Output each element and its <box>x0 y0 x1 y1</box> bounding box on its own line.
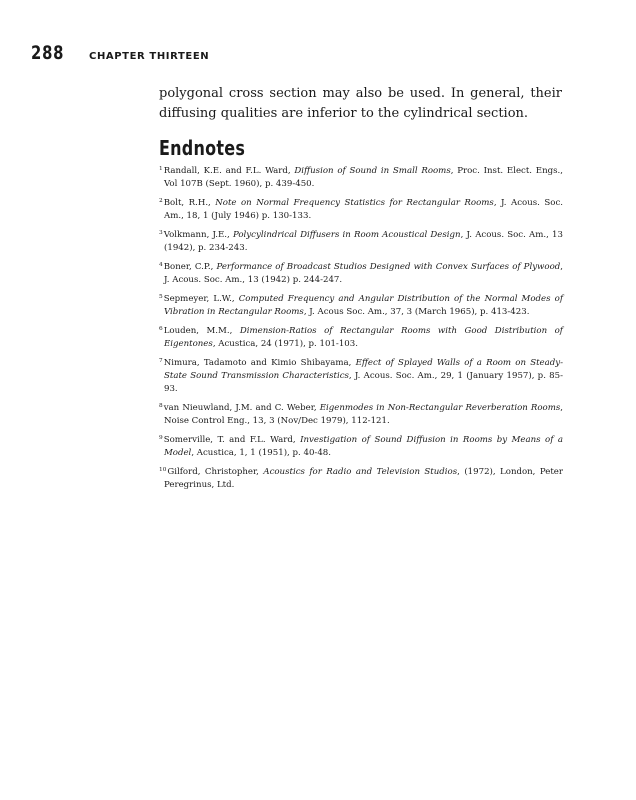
endnote-source: , J. Acous. Soc. Am., 29, 1 (January 1957), p. 85-93. <box>164 371 563 395</box>
running-head <box>31 42 209 64</box>
endnote-authors: van Nieuwland, J.M. and C. Weber, <box>163 403 320 414</box>
endnote-authors: Gilford, Christopher, <box>167 467 264 478</box>
endnote-title: Dimension-Ratios of Rectangular Rooms with Good Distribution of Eigentones <box>164 326 563 350</box>
endnote-authors: Somerville, T. and F.L. Ward, <box>163 435 301 446</box>
endnote-number: 2 <box>159 198 163 204</box>
endnote-number: 8 <box>159 403 163 410</box>
endnote <box>159 197 563 223</box>
endnote-title: Diffusion of Sound in Small Rooms <box>294 166 451 176</box>
endnote-title: Eigenmodes in Non-Rectangular Reverberation Rooms <box>319 403 561 414</box>
endnote-source: , (1972), London, Peter Peregrinus, Ltd. <box>164 467 563 491</box>
endnote <box>159 402 563 428</box>
endnote-number: 6 <box>159 326 163 332</box>
endnote-source: , Noise Control Eng., 13, 3 (Nov/Dec 1979), 112-121. <box>164 403 564 427</box>
endnote-authors: Bolt, R.H., <box>163 198 216 208</box>
endnote-title: Computed Frequency and Angular Distribution of the Normal Modes of Vibration in Rectangular Rooms <box>164 294 563 318</box>
endnote-number: 5 <box>159 294 163 300</box>
endnote-number: 4 <box>159 262 163 268</box>
endnote <box>159 229 563 255</box>
endnote <box>159 357 563 397</box>
endnote-source: , Acustica, 1, 1 (1951), p. 40-48. <box>191 448 331 459</box>
body-paragraph: polygonal cross section may also be used. In general, their diffusing qualities are inferior to the cylindrical section. <box>159 86 562 121</box>
endnote-title: Investigation of Sound Diffusion in Rooms by Means of a Model <box>164 435 564 459</box>
endnote-authors: Boner, C.P., <box>163 262 217 272</box>
endnote-source: , J. Acous. Soc. Am., 13 (1942), p. 234-243. <box>164 230 563 254</box>
endnote-number: 1 <box>159 166 163 172</box>
endnote-title: Acoustics for Radio and Television Studios <box>263 467 458 478</box>
endnote-authors: Louden, M.M., <box>163 326 240 336</box>
endnote-authors: Randall, K.E. and F.L. Ward, <box>163 166 295 176</box>
endnote <box>159 261 563 287</box>
endnotes-list <box>159 165 563 498</box>
page-number: 288 <box>31 42 65 64</box>
endnote-title: Performance of Broadcast Studios Designed with Convex Surfaces of Plywood <box>216 262 561 272</box>
endnote-title: Effect of Splayed Walls of a Room on Steady-State Sound Transmission Characteristics <box>164 358 563 382</box>
endnote-title: Note on Normal Frequency Statistics for Rectangular Rooms <box>215 198 494 208</box>
endnote <box>159 293 563 319</box>
endnote <box>159 165 563 191</box>
endnote <box>159 325 563 351</box>
endnote-source: , J. Acous. Soc. Am., 18, 1 (July 1946) p. 130-133. <box>164 198 564 222</box>
endnote-authors: Volkmann, J.E., <box>163 230 233 240</box>
endnote <box>159 466 563 492</box>
endnote-title: Polycylindrical Diffusers in Room Acoustical Design <box>232 230 461 240</box>
endnote-authors: Sepmeyer, L.W., <box>163 294 239 304</box>
endnote-authors: Nimura, Tadamoto and Kimio Shibayama, <box>163 358 356 368</box>
endnotes-heading: Endnotes <box>159 136 246 160</box>
endnote-source: , J. Acous. Soc. Am., 13 (1942) p. 244-247. <box>164 262 563 286</box>
endnote-number: 3 <box>159 230 163 236</box>
endnote-number: 10 <box>159 467 167 474</box>
endnote-source: , Proc. Inst. Elect. Engs., Vol 107B (Sept. 1960), p. 439-450. <box>164 166 563 190</box>
endnote <box>159 434 563 460</box>
chapter-title: CHAPTER THIRTEEN <box>89 51 210 62</box>
endnote-number: 9 <box>159 435 163 442</box>
endnote-source: , Acustica, 24 (1971), p. 101-103. <box>212 339 358 350</box>
endnote-number: 7 <box>159 358 163 364</box>
endnote-source: , J. Acous Soc. Am., 37, 3 (March 1965), p. 413-423. <box>303 307 530 318</box>
